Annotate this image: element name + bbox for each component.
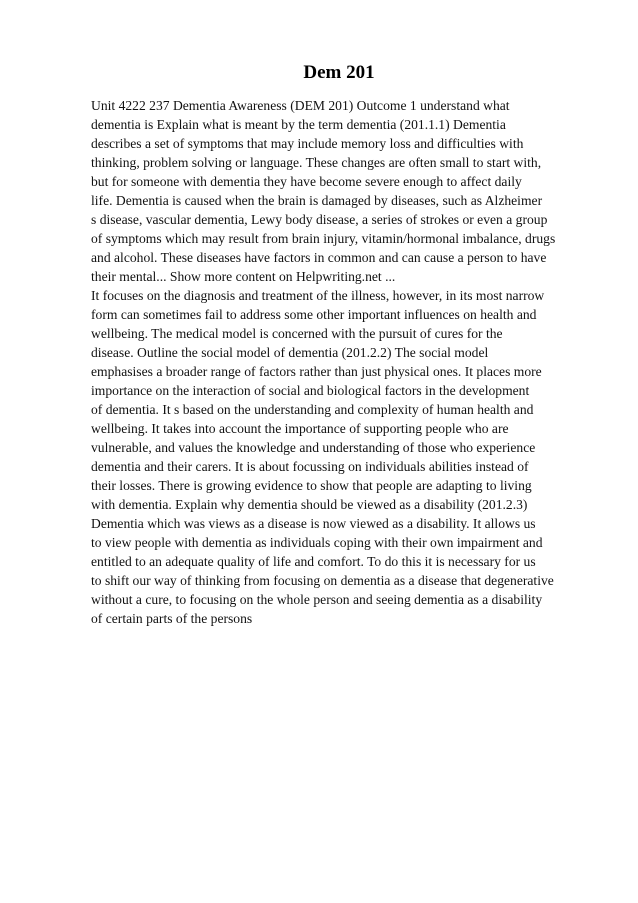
body-line: with dementia. Explain why dementia should be viewed as a disability (201.2.3) <box>91 497 528 512</box>
body-line: disease. Outline the social model of dementia (201.2.2) The social model <box>91 345 489 360</box>
body-line: thinking, problem solving or language. These changes are often small to start with, <box>91 155 542 170</box>
document-title: Dem 201 <box>303 62 375 83</box>
body-line: Unit 4222 237 Dementia Awareness (DEM 201) Outcome 1 understand what <box>91 98 510 113</box>
body-line: of dementia. It s based on the understanding and complexity of human health and <box>91 402 534 417</box>
body-line: vulnerable, and values the knowledge and understanding of those who experience <box>91 440 536 455</box>
body-line: It focuses on the diagnosis and treatment of the illness, however, in its most narrow <box>91 288 545 303</box>
body-line: dementia and their carers. It is about focussing on individuals abilities instead of <box>91 459 529 474</box>
body-line: dementia is Explain what is meant by the term dementia (201.1.1) Dementia <box>91 117 506 132</box>
body-line: without a cure, to focusing on the whole person and seeing dementia as a disability <box>91 592 543 607</box>
body-line: but for someone with dementia they have become severe enough to affect daily <box>91 174 522 189</box>
body-line: of symptoms which may result from brain injury, vitamin/hormonal imbalance, drugs <box>91 231 556 246</box>
body-line: describes a set of symptoms that may include memory loss and difficulties with <box>91 136 524 151</box>
body-line: emphasises a broader range of factors rather than just physical ones. It places more <box>91 364 542 379</box>
body-line: s disease, vascular dementia, Lewy body disease, a series of strokes or even a group <box>91 212 548 227</box>
document-body <box>91 96 611 628</box>
body-line: importance on the interaction of social and biological factors in the development <box>91 383 530 398</box>
body-line: form can sometimes fail to address some other important influences on health and <box>91 307 537 322</box>
body-line: to view people with dementia as individuals coping with their own impairment and <box>91 535 543 550</box>
body-line: entitled to an adequate quality of life and comfort. To do this it is necessary for us <box>91 554 536 569</box>
show-more-line: their mental... Show more content on Helpwriting.net ... <box>91 269 396 284</box>
body-line: life. Dementia is caused when the brain is damaged by diseases, such as Alzheimer <box>91 193 543 208</box>
body-line: of certain parts of the persons <box>91 611 253 626</box>
body-line: wellbeing. The medical model is concerned with the pursuit of cures for the <box>91 326 503 341</box>
body-line: wellbeing. It takes into account the importance of supporting people who are <box>91 421 509 436</box>
body-line: to shift our way of thinking from focusing on dementia as a disease that degenerative <box>91 573 554 588</box>
body-line: and alcohol. These diseases have factors in common and can cause a person to have <box>91 250 547 265</box>
body-line: Dementia which was views as a disease is now viewed as a disability. It allows us <box>91 516 536 531</box>
body-line: their losses. There is growing evidence to show that people are adapting to living <box>91 478 532 493</box>
